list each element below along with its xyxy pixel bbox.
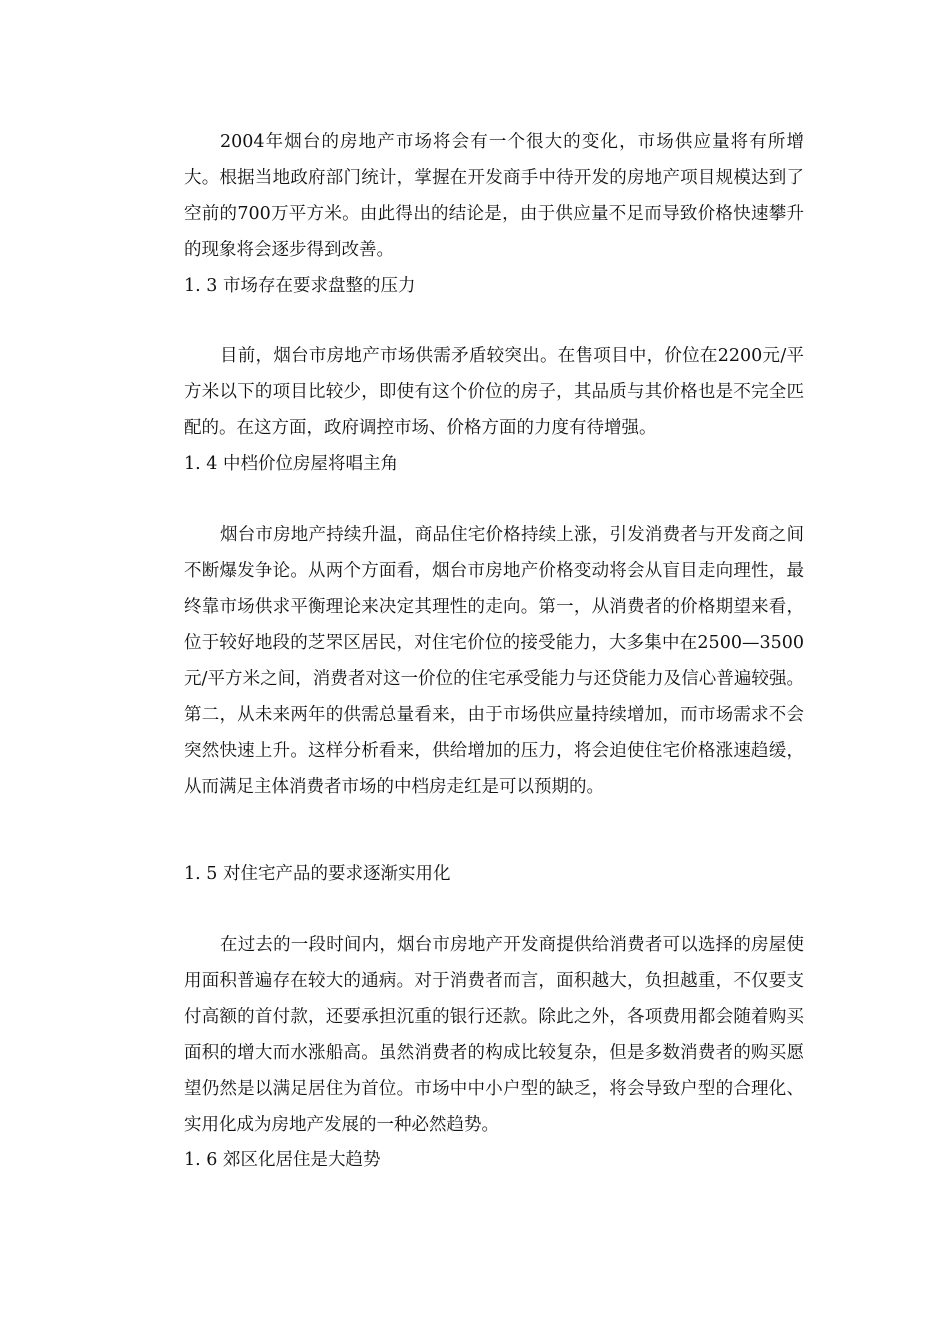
section-heading-1-5: 1. 5 对住宅产品的要求逐渐实用化 <box>184 864 451 884</box>
section-heading-1-4: 1. 4 中档价位房屋将唱主角 <box>184 454 398 474</box>
paragraph-supply-change: 2004年烟台的房地产市场将会有一个很大的变化，市场供应量将有所增大。根据当地政府部门统计，掌握在开发商手中待开发的房地产项目规模达到了空前的700万平方米。由此得出的结论是，由于供应量不足而导致价格快速攀升的现象将会逐步得到改善。 <box>184 132 804 260</box>
paragraph-practical-housing: 在过去的一段时间内，烟台市房地产开发商提供给消费者可以选择的房屋使用面积普遍存在较大的通病。对于消费者而言，面积越大，负担越重，不仅要支付高额的首付款，还要承担沉重的银行还款。除此之外，各项费用都会随着购买面积的增大而水涨船高。虽然消费者的构成比较复杂，但是多数消费者的购买愿望仍然是以满足居住为首位。市场中中小户型的缺乏，将会导致户型的合理化、实用化成为房地产发展的一种必然趋势。 <box>184 935 804 1135</box>
paragraph-supply-demand-conflict: 目前，烟台市房地产市场供需矛盾较突出。在售项目中，价位在2200元/平方米以下的项目比较少，即使有这个价位的房子，其品质与其价格也是不完全匹配的。在这方面，政府调控市场、价格方面的力度有待增强。 <box>184 346 804 438</box>
paragraph-mid-price-housing: 烟台市房地产持续升温，商品住宅价格持续上涨，引发消费者与开发商之间不断爆发争论。从两个方面看，烟台市房地产价格变动将会从盲目走向理性，最终靠市场供求平衡理论来决定其理性的走向。第一，从消费者的价格期望来看，位于较好地段的芝罘区居民，对住宅价位的接受能力，大多集中在2500—3500元/平方米之间，消费者对这一价位的住宅承受能力与还贷能力及信心普遍较强。第二，从未来两年的供需总量看来，由于市场供应量持续增加，而市场需求不会突然快速上升。这样分析看来，供给增加的压力，将会迫使住宅价格涨速趋缓，从而满足主体消费者市场的中档房走红是可以预期的。 <box>184 525 804 797</box>
section-heading-1-6: 1. 6 郊区化居住是大趋势 <box>184 1150 381 1170</box>
section-heading-1-3: 1. 3 市场存在要求盘整的压力 <box>184 276 416 296</box>
